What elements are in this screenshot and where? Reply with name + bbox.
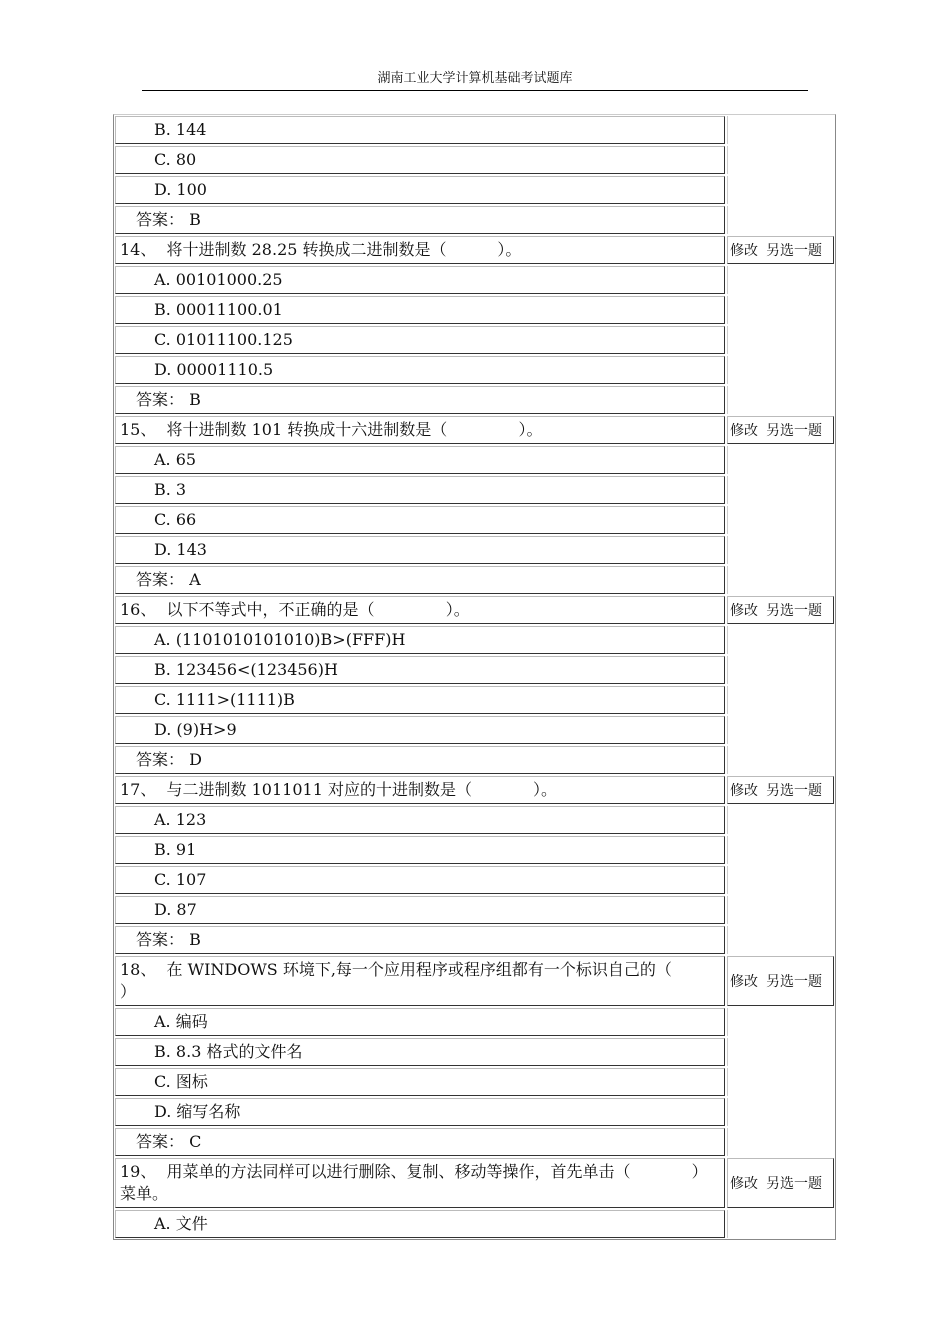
answer-text: 答案： B	[115, 926, 725, 954]
option-text: C. 107	[115, 866, 725, 894]
option-row	[114, 1007, 835, 1037]
option-row	[114, 715, 835, 745]
question-stem: 16、 以下不等式中，不正确的是（ ）。	[115, 596, 725, 624]
answer-row	[114, 385, 835, 415]
option-text: D. 87	[115, 896, 725, 924]
option-text: B. 123456<(123456)H	[115, 656, 725, 684]
option-text: A. (1101010101010)B>(FFF)H	[115, 626, 725, 654]
option-text: D. 143	[115, 536, 725, 564]
replace-question-button[interactable]: 另选一题	[766, 974, 822, 990]
option-row	[114, 625, 835, 655]
option-row	[114, 445, 835, 475]
question-row	[114, 955, 835, 1007]
option-row	[114, 1037, 835, 1067]
option-row	[114, 295, 835, 325]
option-row	[114, 475, 835, 505]
edit-button[interactable]: 修改	[730, 243, 758, 259]
option-text: B. 144	[115, 116, 725, 144]
question-row	[114, 1157, 835, 1209]
option-row	[114, 1209, 835, 1239]
answer-text: 答案： B	[115, 206, 725, 234]
option-text: A. 65	[115, 446, 725, 474]
replace-question-button[interactable]: 另选一题	[766, 1176, 822, 1192]
replace-question-button[interactable]: 另选一题	[766, 423, 822, 439]
edit-button[interactable]: 修改	[730, 974, 758, 990]
replace-question-button[interactable]: 另选一题	[766, 243, 822, 259]
question-row	[114, 235, 835, 265]
option-row	[114, 265, 835, 295]
answer-row	[114, 1127, 835, 1157]
page-header: 湖南工业大学计算机基础考试题库	[142, 70, 808, 91]
edit-button[interactable]: 修改	[730, 783, 758, 799]
option-text: C. 图标	[115, 1068, 725, 1096]
answer-text: 答案： D	[115, 746, 725, 774]
option-text: C. 01011100.125	[115, 326, 725, 354]
option-row	[114, 115, 835, 145]
option-text: C. 66	[115, 506, 725, 534]
answer-row	[114, 925, 835, 955]
question-actions	[727, 776, 834, 804]
option-text: B. 8.3 格式的文件名	[115, 1038, 725, 1066]
replace-question-button[interactable]: 另选一题	[766, 783, 822, 799]
answer-text: 答案： A	[115, 566, 725, 594]
option-row	[114, 805, 835, 835]
option-text: B. 3	[115, 476, 725, 504]
answer-row	[114, 745, 835, 775]
question-row	[114, 595, 835, 625]
question-stem: 15、 将十进制数 101 转换成十六进制数是（ ）。	[115, 416, 725, 444]
option-row	[114, 835, 835, 865]
answer-text: 答案： B	[115, 386, 725, 414]
option-row	[114, 325, 835, 355]
option-row	[114, 685, 835, 715]
question-actions	[727, 1158, 834, 1208]
answer-text: 答案： C	[115, 1128, 725, 1156]
question-stem: 18、 在 WINDOWS 环境下,每一个应用程序或程序组都有一个标识自己的（ ）	[115, 956, 725, 1006]
replace-question-button[interactable]: 另选一题	[766, 603, 822, 619]
question-actions	[727, 236, 834, 264]
option-row	[114, 145, 835, 175]
edit-button[interactable]: 修改	[730, 423, 758, 439]
option-text: B. 91	[115, 836, 725, 864]
answer-row	[114, 205, 835, 235]
question-table	[113, 114, 836, 1240]
question-actions	[727, 956, 834, 1006]
question-row	[114, 415, 835, 445]
option-text: A. 00101000.25	[115, 266, 725, 294]
option-text: A. 123	[115, 806, 725, 834]
option-text: C. 80	[115, 146, 725, 174]
edit-button[interactable]: 修改	[730, 1176, 758, 1192]
option-row	[114, 1067, 835, 1097]
question-stem: 19、 用菜单的方法同样可以进行删除、复制、移动等操作，首先单击（ ）菜单。	[115, 1158, 725, 1208]
option-text: A. 编码	[115, 1008, 725, 1036]
option-row	[114, 535, 835, 565]
option-text: B. 00011100.01	[115, 296, 725, 324]
option-text: D. 00001110.5	[115, 356, 725, 384]
question-stem: 17、 与二进制数 1011011 对应的十进制数是（ ）。	[115, 776, 725, 804]
edit-button[interactable]: 修改	[730, 603, 758, 619]
option-text: A. 文件	[115, 1210, 725, 1238]
option-row	[114, 865, 835, 895]
question-row	[114, 775, 835, 805]
option-row	[114, 175, 835, 205]
question-stem: 14、 将十进制数 28.25 转换成二进制数是（ ）。	[115, 236, 725, 264]
option-text: D. 100	[115, 176, 725, 204]
question-actions	[727, 596, 834, 624]
answer-row	[114, 565, 835, 595]
option-row	[114, 655, 835, 685]
option-text: D. 缩写名称	[115, 1098, 725, 1126]
option-text: D. (9)H>9	[115, 716, 725, 744]
question-actions	[727, 416, 834, 444]
option-row	[114, 895, 835, 925]
option-row	[114, 505, 835, 535]
option-text: C. 1111>(1111)B	[115, 686, 725, 714]
option-row	[114, 355, 835, 385]
option-row	[114, 1097, 835, 1127]
